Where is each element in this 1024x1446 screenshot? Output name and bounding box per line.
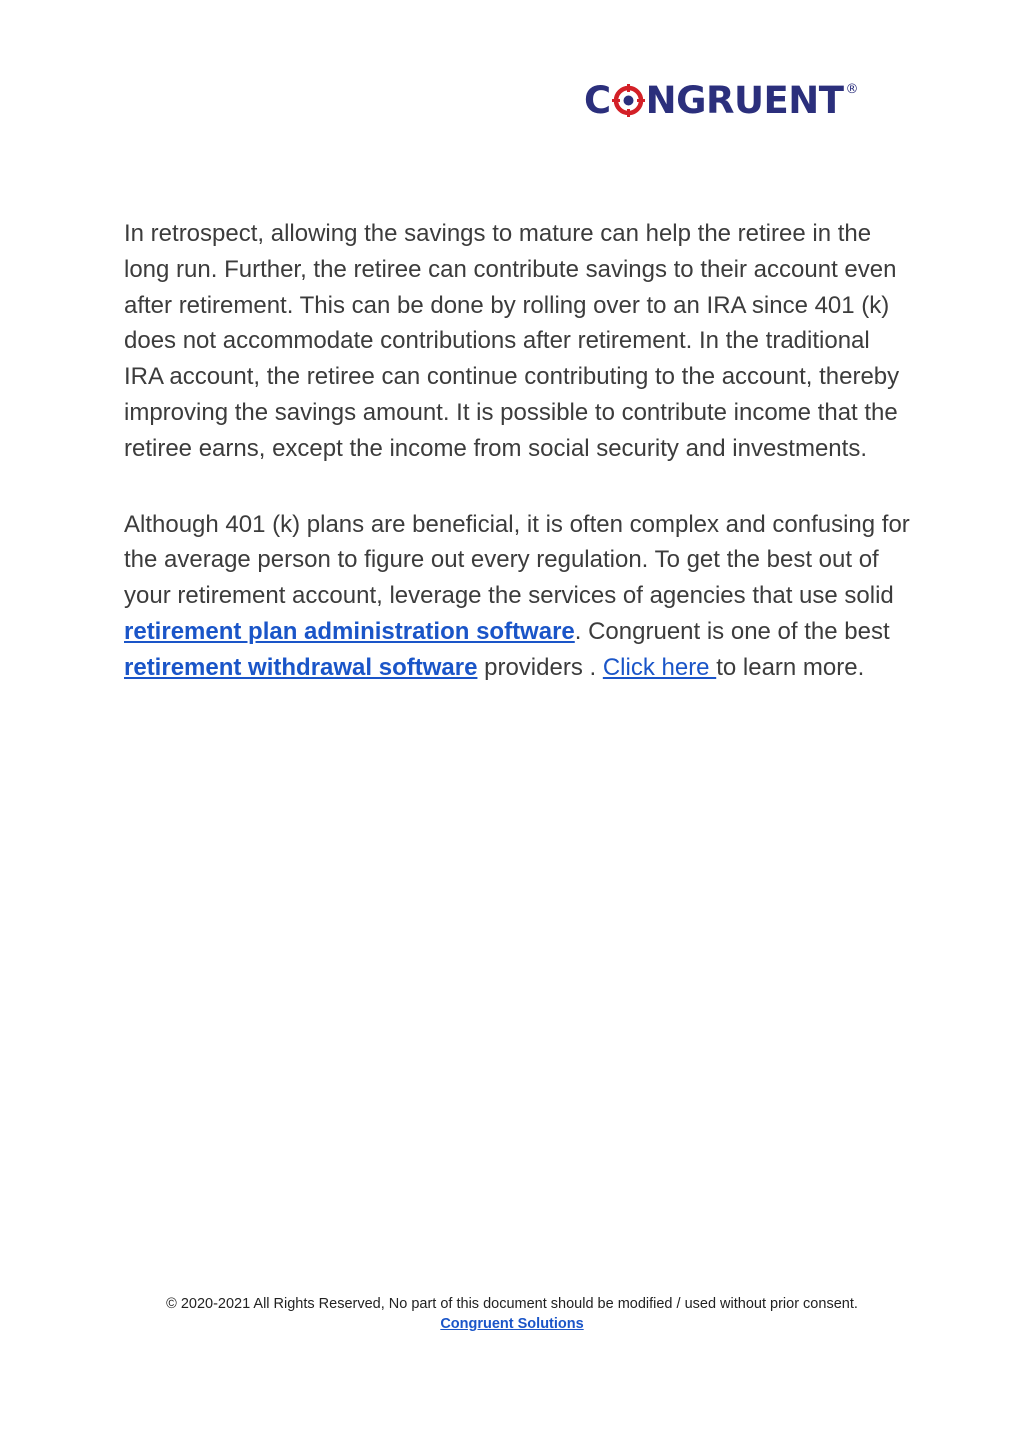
- retirement-withdrawal-software-link[interactable]: retirement withdrawal software: [124, 653, 478, 681]
- crosshair-target-icon: [612, 84, 645, 117]
- paragraph-text: . Congruent is one of the best: [574, 617, 890, 645]
- logo-text-ngruent: NGRUENT: [645, 78, 844, 122]
- paragraph-text: to learn more.: [716, 653, 865, 681]
- retirement-plan-administration-software-link[interactable]: retirement plan administration software: [124, 617, 575, 645]
- paragraph-text: Although 401 (k) plans are beneficial, it is often complex and confusing for the average person to figure out every regulation. To get the best out of your retirement account, leverage the services of agencies that use solid: [124, 510, 910, 610]
- logo-text-c: C: [584, 78, 611, 122]
- article-body: [124, 216, 914, 726]
- congruent-solutions-link[interactable]: Congruent Solutions: [440, 1316, 584, 1332]
- footer: [0, 1294, 1024, 1334]
- copyright-notice: © 2020-2021 All Rights Reserved, No part of this document should be modified / used without prior consent.: [166, 1296, 858, 1312]
- registered-mark: ®: [845, 82, 859, 97]
- paragraph-401k: [124, 507, 914, 686]
- congruent-logo: [584, 80, 858, 120]
- paragraph-text: providers .: [477, 653, 603, 681]
- click-here-link[interactable]: Click here: [602, 653, 717, 681]
- paragraph-retrospect: In retrospect, allowing the savings to mature can help the retiree in the long run. Further, the retiree can contribute savings to their account even after retirement. This can be done by rolling over to an IRA since 401 (k) does not accommodate contributions after retirement. In the traditional IRA account, the retiree can continue contributing to the account, thereby improving the savings amount. It is possible to contribute income that the retiree earns, except the income from social security and investments.: [124, 220, 900, 462]
